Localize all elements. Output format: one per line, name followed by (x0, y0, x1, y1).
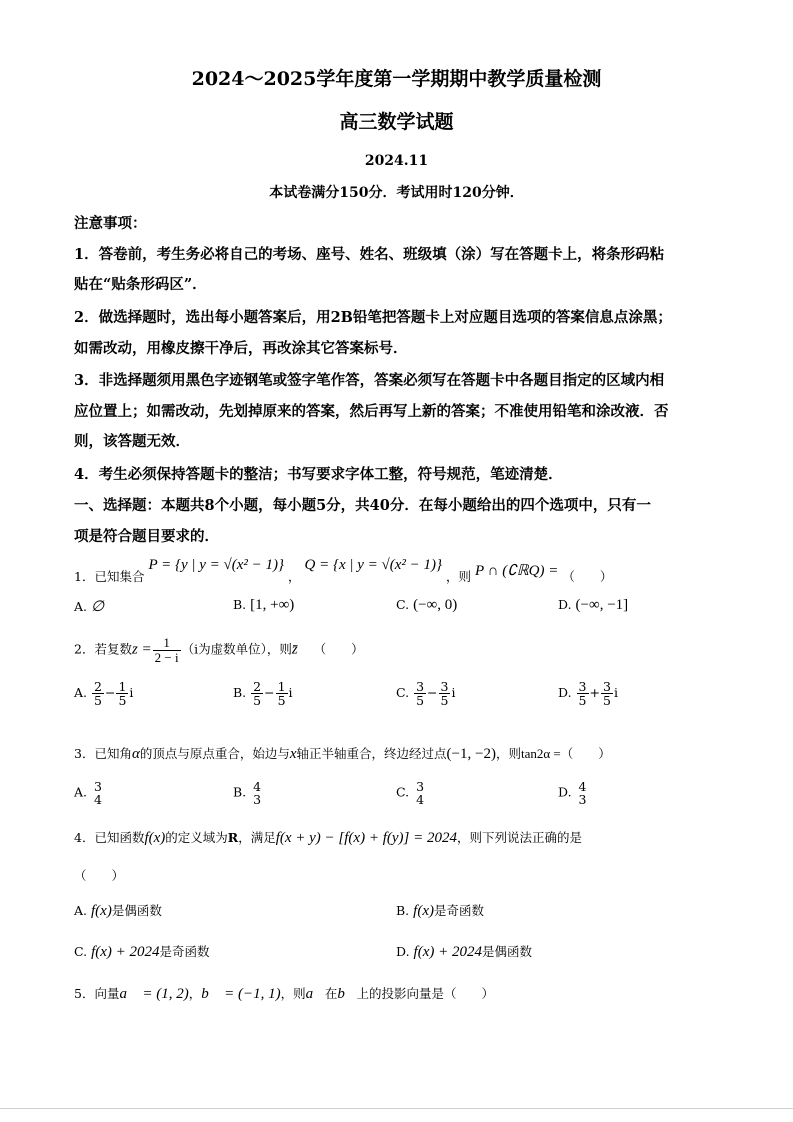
note-line: 1．答卷前，考生务必将自己的考场、座号、姓名、班级填（涂）写在答题卡上，将条形码粘 (74, 246, 665, 263)
q2-option-c: C. $\frac{3}{5}$ − $\frac{3}{5}$ i (396, 679, 456, 709)
q1-prefix: 1．已知集合 (74, 569, 145, 584)
exam-info: 本试卷满分150分．考试用时120分钟． (269, 185, 524, 201)
q3-option-b: B. 4 3 (233, 779, 262, 808)
notes-heading: 注意事项： (74, 215, 147, 232)
question-2: 2．若复数z = $\frac{1}{2 - i}$ （i为虚数单位），则z̄ （ ） (74, 635, 364, 665)
note-line: 2．做选择题时，选出每小题答案后，用2B铅笔把答题卡上对应题目选项的答案信息点涂黑； (74, 309, 672, 326)
q1-set-p: P = {y | y = √(x² − 1)} (148, 557, 285, 573)
note-line: 则，该答题无效． (74, 433, 190, 450)
exam-title: 2024～2025学年度第一学期期中教学质量检测 (191, 68, 602, 90)
q1-option-d: D. (−∞, −1] (558, 597, 629, 613)
section-heading-cont: 项是符合题目要求的． (74, 528, 219, 545)
q2-option-b: B. $\frac{2}{5}$ − $\frac{1}{5}$ i (233, 679, 293, 709)
q3-option-a: A. 3 4 (74, 779, 102, 808)
q1-option-c: C. (−∞, 0) (396, 597, 458, 613)
page-bottom-divider (0, 1108, 793, 1109)
q2-option-a: A. $\frac{2}{5}$ − $\frac{1}{5}$ i (74, 679, 134, 709)
q1-set-q: Q = {x | y = √(x² − 1)} (304, 557, 443, 573)
q1-expression: P ∩ (∁ℝQ) = (475, 563, 559, 579)
question-1 (74, 557, 613, 586)
q1-option-b: B. [1, +∞) (233, 597, 295, 613)
q2-option-d: D. $\frac{3}{5}$ + $\frac{3}{5}$ i (558, 679, 618, 709)
q1-answer-blank: （ ） (562, 569, 613, 584)
question-5: 5．向量a⃗ = (1, 2)，b⃗ = (−1, 1)，则a⃗在b⃗上的投影向量是（ ） (74, 986, 495, 1002)
note-line: 4．考生必须保持答题卡的整洁；书写要求字体工整，符号规范，笔迹清楚． (74, 466, 563, 483)
q4-answer-blank: （ ） (74, 868, 125, 883)
section-heading: 一、选择题：本题共8个小题，每小题5分，共40分．在每小题给出的四个选项中，只有一 (74, 497, 651, 514)
q1-then: ，则 (446, 569, 472, 584)
q4-option-c: C. f(x) + 2024是奇函数 (74, 944, 210, 960)
exam-subtitle: 高三数学试题 (339, 111, 454, 133)
q3-option-c: C. 3 4 (396, 779, 425, 808)
question-3: 3．已知角α的顶点与原点重合，始边与x轴正半轴重合，终边经过点(−1, −2)，则tan2α =（ ） (74, 746, 611, 762)
note-line: 如需改动，用橡皮擦干净后，再改涂其它答案标号． (74, 340, 408, 357)
note-line: 3．非选择题须用黑色字迹钢笔或签字笔作答，答案必须写在答题卡中各题目指定的区域内相 (74, 372, 665, 389)
q1-separator: ， (288, 569, 301, 584)
exam-date: 2024.11 (364, 153, 429, 169)
q4-option-a: A. f(x)是偶函数 (74, 903, 162, 919)
q4-option-d: D. f(x) + 2024是偶函数 (396, 944, 532, 960)
question-4: 4．已知函数f(x)的定义域为R，满足f(x + y) − [f(x) + f(y)] = 2024，则下列说法正确的是 (74, 830, 582, 846)
q4-option-b: B. f(x)是奇函数 (396, 903, 484, 919)
note-line: 贴在“贴条形码区”． (74, 276, 207, 293)
q1-option-a: A. ∅ (74, 599, 105, 615)
note-line: 应位置上；如需改动，先划掉原来的答案，然后再写上新的答案；不准使用铅笔和涂改液．否 (74, 403, 669, 420)
q3-option-d: D. 4 3 (558, 779, 587, 808)
